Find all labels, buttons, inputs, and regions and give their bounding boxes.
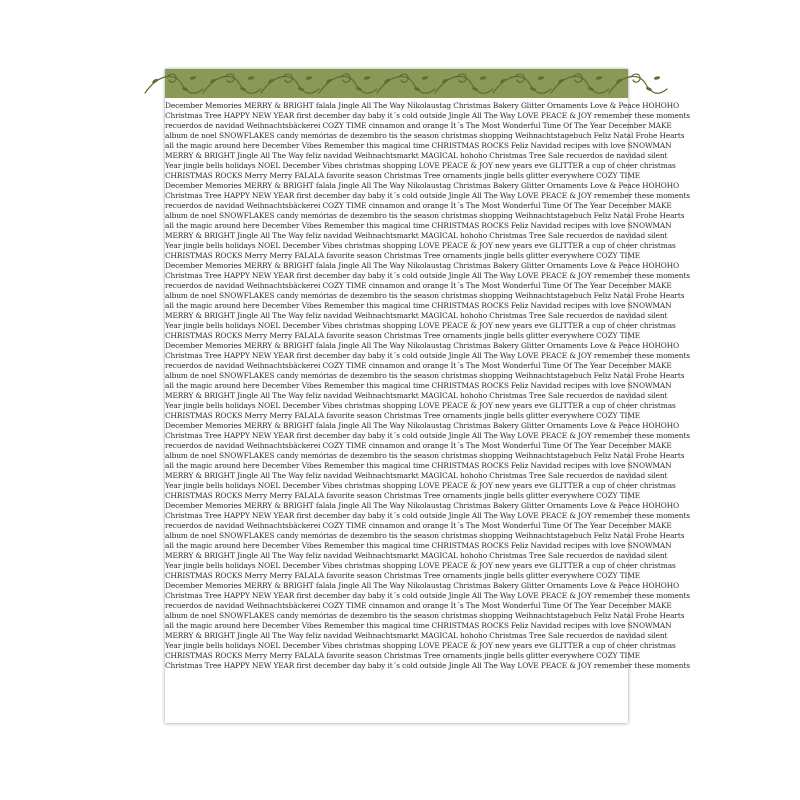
phrase-line: CHRISTMAS ROCKS Merry Merry FALALA favorite season Christmas Tree ornaments jingle bells glitter everywhere COZY TIME xyxy=(165,251,641,260)
phrase-line: album de noel SNOWFLAKES candy memórias de dezembro tis the season christmas shopping Weihnachtstagebuch Feliz Natal Frohe Hearts xyxy=(165,531,685,540)
phrase-line: MERRY & BRIGHT Jingle All The Way feliz navidad Weihnachtsmarkt MAGICAL hohoho Christmas Tree Sale recuerdos de navidad silent xyxy=(165,551,668,560)
phrase-line: CHRISTMAS ROCKS Merry Merry FALALA favorite season Christmas Tree ornaments jingle bells glitter everywhere COZY TIME xyxy=(165,491,641,500)
phrase-line: album de noel SNOWFLAKES candy memórias de dezembro tis the season christmas shopping Weihnachtstagebuch Feliz Natal Frohe Hearts xyxy=(165,211,685,220)
phrase-line: MERRY & BRIGHT Jingle All The Way feliz navidad Weihnachtsmarkt MAGICAL hohoho Christmas Tree Sale recuerdos de navidad silent xyxy=(165,471,668,480)
scrapbook-paper-sheet xyxy=(165,69,690,723)
christmas-phrase-text-block xyxy=(165,101,690,701)
phrase-line: album de noel SNOWFLAKES candy memórias de dezembro tis the season christmas shopping Weihnachtstagebuch Feliz Natal Frohe Hearts xyxy=(165,611,685,620)
phrase-line: December Memories MERRY & BRIGHT falala Jingle All The Way Nikolaustag Christmas Bakery Glitter Ornaments Love & Peace HOHOHO xyxy=(165,421,680,430)
phrase-line: all the magic around here December Vibes Remember this magical time CHRISTMAS ROCKS Feliz Navidad recipes with love SNOWMAN xyxy=(165,301,672,310)
phrase-line: MERRY & BRIGHT Jingle All The Way feliz navidad Weihnachtsmarkt MAGICAL hohoho Christmas Tree Sale recuerdos de navidad silent xyxy=(165,391,668,400)
phrase-line: Year jingle bells holidays NOEL December Vibes christmas shopping LOVE PEACE & JOY new years eve GLITTER a cup of cheer christmas xyxy=(165,241,676,250)
phrase-line: December Memories MERRY & BRIGHT falala Jingle All The Way Nikolaustag Christmas Bakery Glitter Ornaments Love & Peace HOHOHO xyxy=(165,581,680,590)
phrase-line: December Memories MERRY & BRIGHT falala Jingle All The Way Nikolaustag Christmas Bakery Glitter Ornaments Love & Peace HOHOHO xyxy=(165,101,680,110)
phrase-line: album de noel SNOWFLAKES candy memórias de dezembro tis the season christmas shopping Weihnachtstagebuch Feliz Natal Frohe Hearts xyxy=(165,451,685,460)
phrase-line: December Memories MERRY & BRIGHT falala Jingle All The Way Nikolaustag Christmas Bakery Glitter Ornaments Love & Peace HOHOHO xyxy=(165,181,680,190)
phrase-line: MERRY & BRIGHT Jingle All The Way feliz navidad Weihnachtsmarkt MAGICAL hohoho Christmas Tree Sale recuerdos de navidad silent xyxy=(165,631,668,640)
phrase-line: album de noel SNOWFLAKES candy memórias de dezembro tis the season christmas shopping Weihnachtstagebuch Feliz Natal Frohe Hearts xyxy=(165,131,685,140)
phrase-line: Christmas Tree HAPPY NEW YEAR first december day baby it´s cold outside Jingle All The Way LOVE PEACE & JOY remember these moments xyxy=(165,111,690,120)
phrase-line: CHRISTMAS ROCKS Merry Merry FALALA favorite season Christmas Tree ornaments jingle bells glitter everywhere COZY TIME xyxy=(165,411,641,420)
phrase-line: MERRY & BRIGHT Jingle All The Way feliz navidad Weihnachtsmarkt MAGICAL hohoho Christmas Tree Sale recuerdos de navidad silent xyxy=(165,311,668,320)
phrase-line: Year jingle bells holidays NOEL December Vibes christmas shopping LOVE PEACE & JOY new years eve GLITTER a cup of cheer christmas xyxy=(165,161,676,170)
phrase-line: MERRY & BRIGHT Jingle All The Way feliz navidad Weihnachtsmarkt MAGICAL hohoho Christmas Tree Sale recuerdos de navidad silent xyxy=(165,151,668,160)
phrase-line: recuerdos de navidad Weihnachtsbäckerei COZY TIME cinnamon and orange It´s The Most Wonderful Time Of The Year December MAKE xyxy=(165,281,672,290)
phrase-line: Year jingle bells holidays NOEL December Vibes christmas shopping LOVE PEACE & JOY new years eve GLITTER a cup of cheer christmas xyxy=(165,321,676,330)
phrase-line: CHRISTMAS ROCKS Merry Merry FALALA favorite season Christmas Tree ornaments jingle bells glitter everywhere COZY TIME xyxy=(165,651,641,660)
phrase-line: all the magic around here December Vibes Remember this magical time CHRISTMAS ROCKS Feliz Navidad recipes with love SNOWMAN xyxy=(165,541,672,550)
phrase-line: recuerdos de navidad Weihnachtsbäckerei COZY TIME cinnamon and orange It´s The Most Wonderful Time Of The Year December MAKE xyxy=(165,121,672,130)
phrase-line: recuerdos de navidad Weihnachtsbäckerei COZY TIME cinnamon and orange It´s The Most Wonderful Time Of The Year December MAKE xyxy=(165,521,672,530)
phrase-line: all the magic around here December Vibes Remember this magical time CHRISTMAS ROCKS Feliz Navidad recipes with love SNOWMAN xyxy=(165,461,672,470)
phrase-line: recuerdos de navidad Weihnachtsbäckerei COZY TIME cinnamon and orange It´s The Most Wonderful Time Of The Year December MAKE xyxy=(165,201,672,210)
phrase-line: CHRISTMAS ROCKS Merry Merry FALALA favorite season Christmas Tree ornaments jingle bells glitter everywhere COZY TIME xyxy=(165,171,641,180)
phrase-line: all the magic around here December Vibes Remember this magical time CHRISTMAS ROCKS Feliz Navidad recipes with love SNOWMAN xyxy=(165,381,672,390)
phrase-line: Christmas Tree HAPPY NEW YEAR first december day baby it´s cold outside Jingle All The Way LOVE PEACE & JOY remember these moments xyxy=(165,351,690,360)
phrase-line: Year jingle bells holidays NOEL December Vibes christmas shopping LOVE PEACE & JOY new years eve GLITTER a cup of cheer christmas xyxy=(165,401,676,410)
phrase-line: Year jingle bells holidays NOEL December Vibes christmas shopping LOVE PEACE & JOY new years eve GLITTER a cup of cheer christmas xyxy=(165,561,676,570)
phrase-line: Christmas Tree HAPPY NEW YEAR first december day baby it´s cold outside Jingle All The Way LOVE PEACE & JOY remember these moments xyxy=(165,661,690,670)
phrase-line: recuerdos de navidad Weihnachtsbäckerei COZY TIME cinnamon and orange It´s The Most Wonderful Time Of The Year December MAKE xyxy=(165,441,672,450)
phrase-line: CHRISTMAS ROCKS Merry Merry FALALA favorite season Christmas Tree ornaments jingle bells glitter everywhere COZY TIME xyxy=(165,571,641,580)
phrase-line: Christmas Tree HAPPY NEW YEAR first december day baby it´s cold outside Jingle All The Way LOVE PEACE & JOY remember these moments xyxy=(165,271,690,280)
phrase-line: Year jingle bells holidays NOEL December Vibes christmas shopping LOVE PEACE & JOY new years eve GLITTER a cup of cheer christmas xyxy=(165,481,676,490)
holly-vine-pattern-icon xyxy=(165,69,628,98)
phrase-line: recuerdos de navidad Weihnachtsbäckerei COZY TIME cinnamon and orange It´s The Most Wonderful Time Of The Year December MAKE xyxy=(165,361,672,370)
phrase-line: December Memories MERRY & BRIGHT falala Jingle All The Way Nikolaustag Christmas Bakery Glitter Ornaments Love & Peace HOHOHO xyxy=(165,261,680,270)
phrase-line: Christmas Tree HAPPY NEW YEAR first december day baby it´s cold outside Jingle All The Way LOVE PEACE & JOY remember these moments xyxy=(165,511,690,520)
phrase-line: album de noel SNOWFLAKES candy memórias de dezembro tis the season christmas shopping Weihnachtstagebuch Feliz Natal Frohe Hearts xyxy=(165,291,685,300)
phrase-line: recuerdos de navidad Weihnachtsbäckerei COZY TIME cinnamon and orange It´s The Most Wonderful Time Of The Year December MAKE xyxy=(165,601,672,610)
phrase-line: Christmas Tree HAPPY NEW YEAR first december day baby it´s cold outside Jingle All The Way LOVE PEACE & JOY remember these moments xyxy=(165,191,690,200)
phrase-line: Christmas Tree HAPPY NEW YEAR first december day baby it´s cold outside Jingle All The Way LOVE PEACE & JOY remember these moments xyxy=(165,431,690,440)
phrase-line: all the magic around here December Vibes Remember this magical time CHRISTMAS ROCKS Feliz Navidad recipes with love SNOWMAN xyxy=(165,221,672,230)
phrase-line: all the magic around here December Vibes Remember this magical time CHRISTMAS ROCKS Feliz Navidad recipes with love SNOWMAN xyxy=(165,621,672,630)
phrase-line: December Memories MERRY & BRIGHT falala Jingle All The Way Nikolaustag Christmas Bakery Glitter Ornaments Love & Peace HOHOHO xyxy=(165,341,680,350)
phrase-line: CHRISTMAS ROCKS Merry Merry FALALA favorite season Christmas Tree ornaments jingle bells glitter everywhere COZY TIME xyxy=(165,331,641,340)
phrase-line: Year jingle bells holidays NOEL December Vibes christmas shopping LOVE PEACE & JOY new years eve GLITTER a cup of cheer christmas xyxy=(165,641,676,650)
phrase-line: album de noel SNOWFLAKES candy memórias de dezembro tis the season christmas shopping Weihnachtstagebuch Feliz Natal Frohe Hearts xyxy=(165,371,685,380)
phrase-line: December Memories MERRY & BRIGHT falala Jingle All The Way Nikolaustag Christmas Bakery Glitter Ornaments Love & Peace HOHOHO xyxy=(165,501,680,510)
phrase-line: MERRY & BRIGHT Jingle All The Way feliz navidad Weihnachtsmarkt MAGICAL hohoho Christmas Tree Sale recuerdos de navidad silent xyxy=(165,231,668,240)
phrase-line: all the magic around here December Vibes Remember this magical time CHRISTMAS ROCKS Feliz Navidad recipes with love SNOWMAN xyxy=(165,141,672,150)
green-vine-banner xyxy=(165,69,628,98)
phrase-line: Christmas Tree HAPPY NEW YEAR first december day baby it´s cold outside Jingle All The Way LOVE PEACE & JOY remember these moments xyxy=(165,591,690,600)
